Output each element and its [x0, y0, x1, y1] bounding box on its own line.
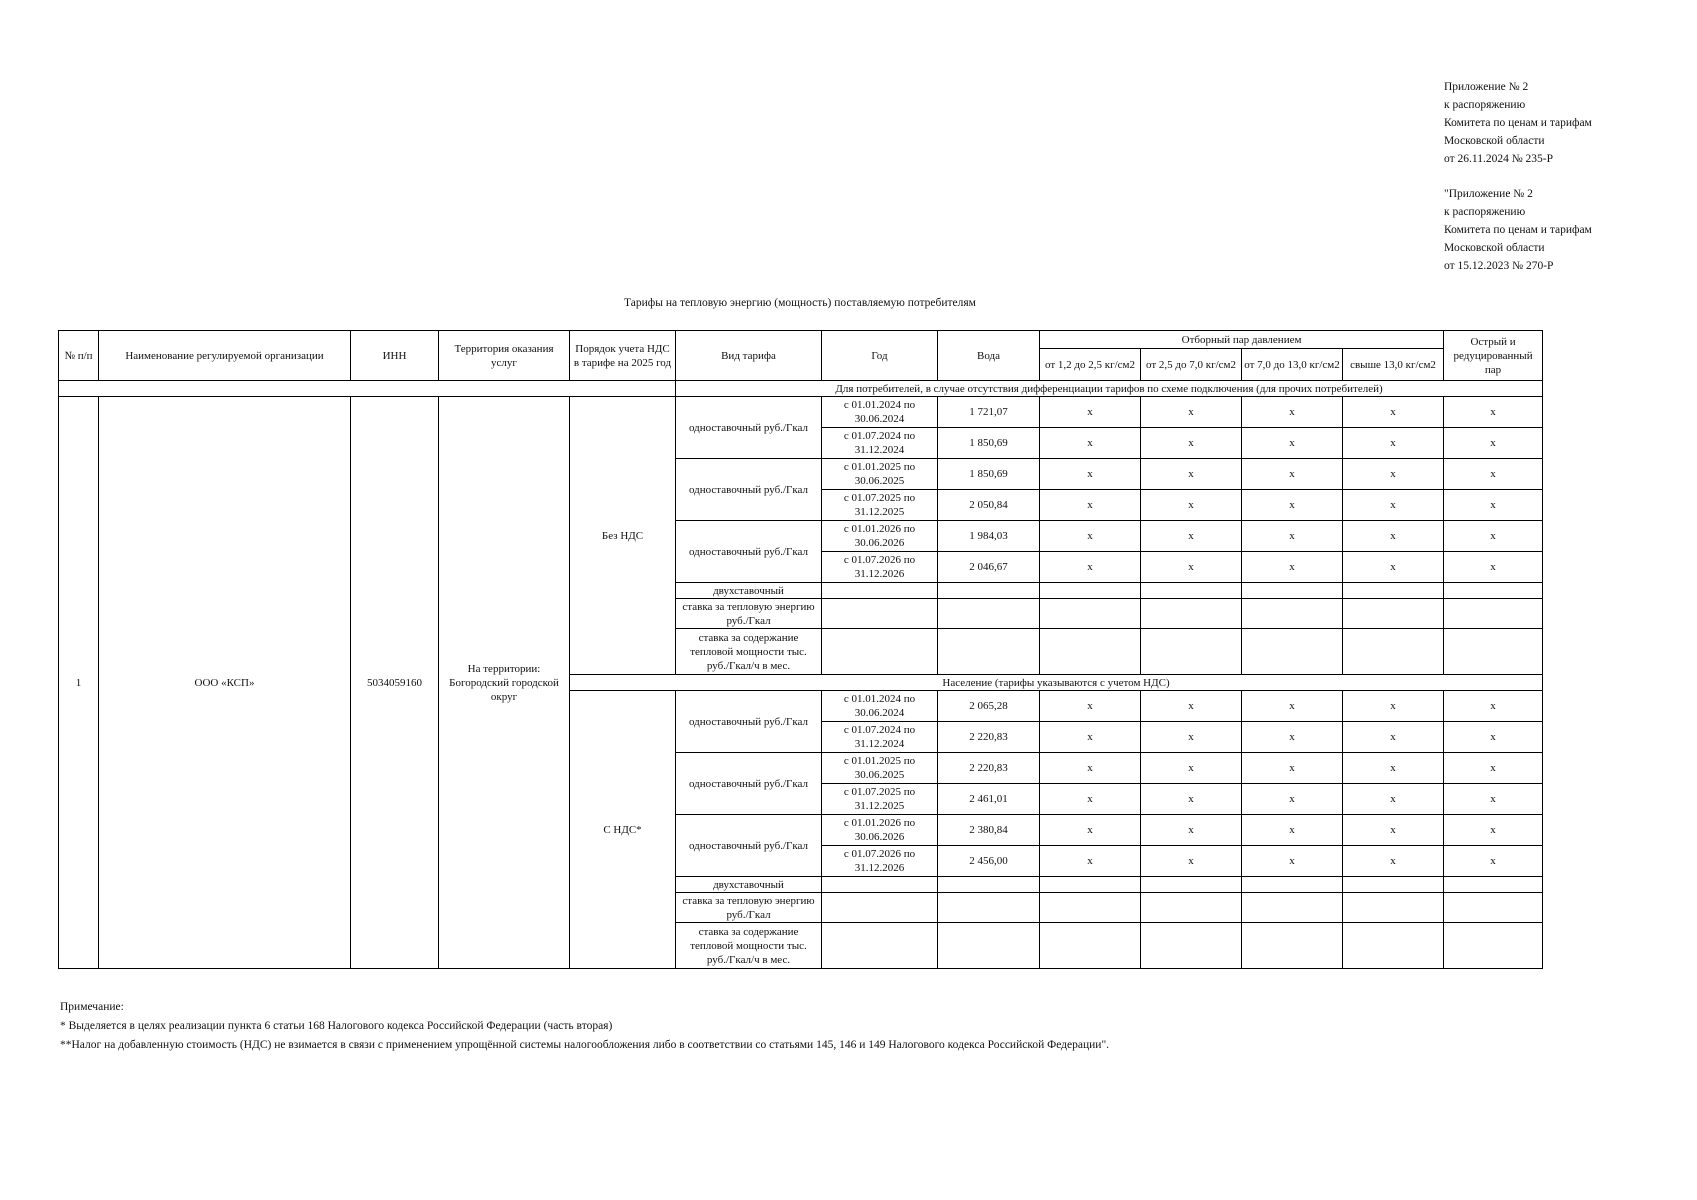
- water-value: 2 220,83: [938, 722, 1040, 753]
- tariff-type: одноставочный руб./Гкал: [676, 397, 822, 459]
- period: с 01.01.2026 по 30.06.2026: [822, 815, 938, 846]
- quoted-appendix-line: Комитета по ценам и тарифам: [1444, 224, 1592, 236]
- water-value: 1 850,69: [938, 428, 1040, 459]
- steam-cell: x: [1141, 428, 1242, 459]
- col-header-year: Год: [822, 331, 938, 381]
- steam-cell: x: [1040, 846, 1141, 877]
- water-value: 2 050,84: [938, 490, 1040, 521]
- col-header-steam-group: Отборный пар давлением: [1040, 331, 1444, 349]
- period: с 01.01.2025 по 30.06.2025: [822, 753, 938, 784]
- period: с 01.07.2025 по 31.12.2025: [822, 784, 938, 815]
- period: с 01.01.2025 по 30.06.2025: [822, 459, 938, 490]
- steam-cell: x: [1242, 753, 1343, 784]
- steam-cell: x: [1141, 846, 1242, 877]
- steam-cell: x: [1343, 753, 1444, 784]
- rate-capacity-label: ставка за содержание тепловой мощности тыс. руб./Гкал/ч в мес.: [676, 923, 822, 969]
- two-part-label: двухставочный: [676, 583, 822, 599]
- sharp-steam-cell: x: [1444, 846, 1543, 877]
- band-empty-cell: [59, 381, 676, 397]
- col-header-num: № п/п: [59, 331, 99, 381]
- steam-cell: x: [1040, 753, 1141, 784]
- water-value: 1 984,03: [938, 521, 1040, 552]
- steam-cell: x: [1141, 691, 1242, 722]
- steam-cell: x: [1242, 397, 1343, 428]
- tariff-type: одноставочный руб./Гкал: [676, 815, 822, 877]
- tariff-type: одноставочный руб./Гкал: [676, 459, 822, 521]
- quoted-appendix-line: от 15.12.2023 № 270-Р: [1444, 260, 1554, 272]
- steam-cell: x: [1141, 490, 1242, 521]
- steam-cell: x: [1040, 784, 1141, 815]
- sharp-steam-cell: x: [1444, 691, 1543, 722]
- col-header-sharp-steam: Острый и редуцированный пар: [1444, 331, 1543, 381]
- steam-cell: x: [1343, 722, 1444, 753]
- water-value: 2 456,00: [938, 846, 1040, 877]
- steam-cell: x: [1141, 784, 1242, 815]
- col-header-inn: ИНН: [351, 331, 439, 381]
- two-part-label: двухставочный: [676, 877, 822, 893]
- steam-cell: x: [1343, 397, 1444, 428]
- steam-cell: x: [1343, 490, 1444, 521]
- steam-cell: x: [1040, 428, 1141, 459]
- document-title: Тарифы на тепловую энергию (мощность) поставляемую потребителям: [624, 297, 976, 309]
- water-value: 1 721,07: [938, 397, 1040, 428]
- tariff-type: одноставочный руб./Гкал: [676, 753, 822, 815]
- sharp-steam-cell: x: [1444, 552, 1543, 583]
- col-header-org: Наименование регулируемой организации: [99, 331, 351, 381]
- steam-cell: x: [1141, 521, 1242, 552]
- sharp-steam-cell: x: [1444, 459, 1543, 490]
- water-value: 2 220,83: [938, 753, 1040, 784]
- sharp-steam-cell: x: [1444, 815, 1543, 846]
- quoted-appendix-line: к распоряжению: [1444, 206, 1526, 218]
- section-band-other: Для потребителей, в случае отсутствия дифференциации тарифов по схеме подключения (для прочих потребителей): [676, 381, 1543, 397]
- tariff-type: одноставочный руб./Гкал: [676, 521, 822, 583]
- steam-cell: x: [1141, 552, 1242, 583]
- rate-capacity-label: ставка за содержание тепловой мощности тыс. руб./Гкал/ч в мес.: [676, 629, 822, 675]
- sharp-steam-cell: x: [1444, 397, 1543, 428]
- steam-cell: x: [1242, 428, 1343, 459]
- col-header-steam-2: от 2,5 до 7,0 кг/см2: [1141, 349, 1242, 381]
- steam-cell: x: [1242, 815, 1343, 846]
- col-header-steam-4: свыше 13,0 кг/см2: [1343, 349, 1444, 381]
- steam-cell: x: [1040, 490, 1141, 521]
- tariff-table: [58, 330, 1543, 969]
- sharp-steam-cell: x: [1444, 428, 1543, 459]
- row-number: 1: [59, 397, 99, 969]
- org-inn: 5034059160: [351, 397, 439, 969]
- steam-cell: x: [1040, 722, 1141, 753]
- period: с 01.07.2026 по 31.12.2026: [822, 552, 938, 583]
- water-value: 2 380,84: [938, 815, 1040, 846]
- steam-cell: x: [1242, 784, 1343, 815]
- sharp-steam-cell: x: [1444, 722, 1543, 753]
- appendix-line: к распоряжению: [1444, 99, 1526, 111]
- notes-heading: Примечание:: [60, 1001, 124, 1013]
- steam-cell: x: [1040, 552, 1141, 583]
- sharp-steam-cell: x: [1444, 521, 1543, 552]
- rate-energy-label: ставка за тепловую энергию руб./Гкал: [676, 599, 822, 629]
- rate-energy-label: ставка за тепловую энергию руб./Гкал: [676, 893, 822, 923]
- period: с 01.07.2026 по 31.12.2026: [822, 846, 938, 877]
- col-header-territory: Территория оказания услуг: [439, 331, 570, 381]
- col-header-tariff-type: Вид тарифа: [676, 331, 822, 381]
- quoted-appendix-line: "Приложение № 2: [1444, 188, 1533, 200]
- steam-cell: x: [1040, 397, 1141, 428]
- steam-cell: x: [1343, 691, 1444, 722]
- period: с 01.07.2025 по 31.12.2025: [822, 490, 938, 521]
- sharp-steam-cell: x: [1444, 753, 1543, 784]
- steam-cell: x: [1343, 784, 1444, 815]
- note-item: **Налог на добавленную стоимость (НДС) не взимается в связи с применением упрощённой системы налогообложения либо в соответствии со статьями 145, 146 и 149 Налогового кодекса Российской Федерации".: [60, 1039, 1110, 1051]
- period: с 01.01.2024 по 30.06.2024: [822, 691, 938, 722]
- steam-cell: x: [1343, 521, 1444, 552]
- steam-cell: x: [1141, 459, 1242, 490]
- steam-cell: x: [1040, 691, 1141, 722]
- steam-cell: x: [1141, 815, 1242, 846]
- steam-cell: x: [1141, 753, 1242, 784]
- appendix-line: Московской области: [1444, 135, 1545, 147]
- tariff-type: одноставочный руб./Гкал: [676, 691, 822, 753]
- period: с 01.07.2024 по 31.12.2024: [822, 428, 938, 459]
- org-name: ООО «КСП»: [99, 397, 351, 969]
- steam-cell: x: [1141, 722, 1242, 753]
- col-header-water: Вода: [938, 331, 1040, 381]
- steam-cell: x: [1343, 815, 1444, 846]
- section-band-population: Население (тарифы указываются с учетом НДС): [570, 675, 1543, 691]
- steam-cell: x: [1343, 428, 1444, 459]
- steam-cell: x: [1040, 459, 1141, 490]
- col-header-steam-1: от 1,2 до 2,5 кг/см2: [1040, 349, 1141, 381]
- steam-cell: x: [1242, 490, 1343, 521]
- appendix-line: Комитета по ценам и тарифам: [1444, 117, 1592, 129]
- notes-block: [60, 998, 1109, 1055]
- steam-cell: x: [1343, 552, 1444, 583]
- sharp-steam-cell: x: [1444, 490, 1543, 521]
- steam-cell: x: [1141, 397, 1242, 428]
- quoted-appendix-line: Московской области: [1444, 242, 1545, 254]
- vat-label: Без НДС: [570, 397, 676, 675]
- appendix-line: Приложение № 2: [1444, 81, 1529, 93]
- note-item: * Выделяется в целях реализации пункта 6 статьи 168 Налогового кодекса Российской Федерации (часть вторая): [60, 1020, 613, 1032]
- water-value: 2 065,28: [938, 691, 1040, 722]
- period: с 01.01.2024 по 30.06.2024: [822, 397, 938, 428]
- steam-cell: x: [1242, 521, 1343, 552]
- steam-cell: x: [1343, 459, 1444, 490]
- appendix-header: [1444, 78, 1592, 275]
- steam-cell: x: [1242, 459, 1343, 490]
- sharp-steam-cell: x: [1444, 784, 1543, 815]
- water-value: 1 850,69: [938, 459, 1040, 490]
- water-value: 2 461,01: [938, 784, 1040, 815]
- steam-cell: x: [1343, 846, 1444, 877]
- steam-cell: x: [1242, 846, 1343, 877]
- col-header-steam-3: от 7,0 до 13,0 кг/см2: [1242, 349, 1343, 381]
- steam-cell: x: [1242, 691, 1343, 722]
- appendix-line: от 26.11.2024 № 235-Р: [1444, 153, 1554, 165]
- period: с 01.01.2026 по 30.06.2026: [822, 521, 938, 552]
- steam-cell: x: [1242, 722, 1343, 753]
- water-value: 2 046,67: [938, 552, 1040, 583]
- col-header-vat: Порядок учета НДС в тарифе на 2025 год: [570, 331, 676, 381]
- vat-label: С НДС*: [570, 691, 676, 969]
- steam-cell: x: [1040, 521, 1141, 552]
- territory: На территории: Богородский городской округ: [439, 397, 570, 969]
- period: с 01.07.2024 по 31.12.2024: [822, 722, 938, 753]
- steam-cell: x: [1242, 552, 1343, 583]
- steam-cell: x: [1040, 815, 1141, 846]
